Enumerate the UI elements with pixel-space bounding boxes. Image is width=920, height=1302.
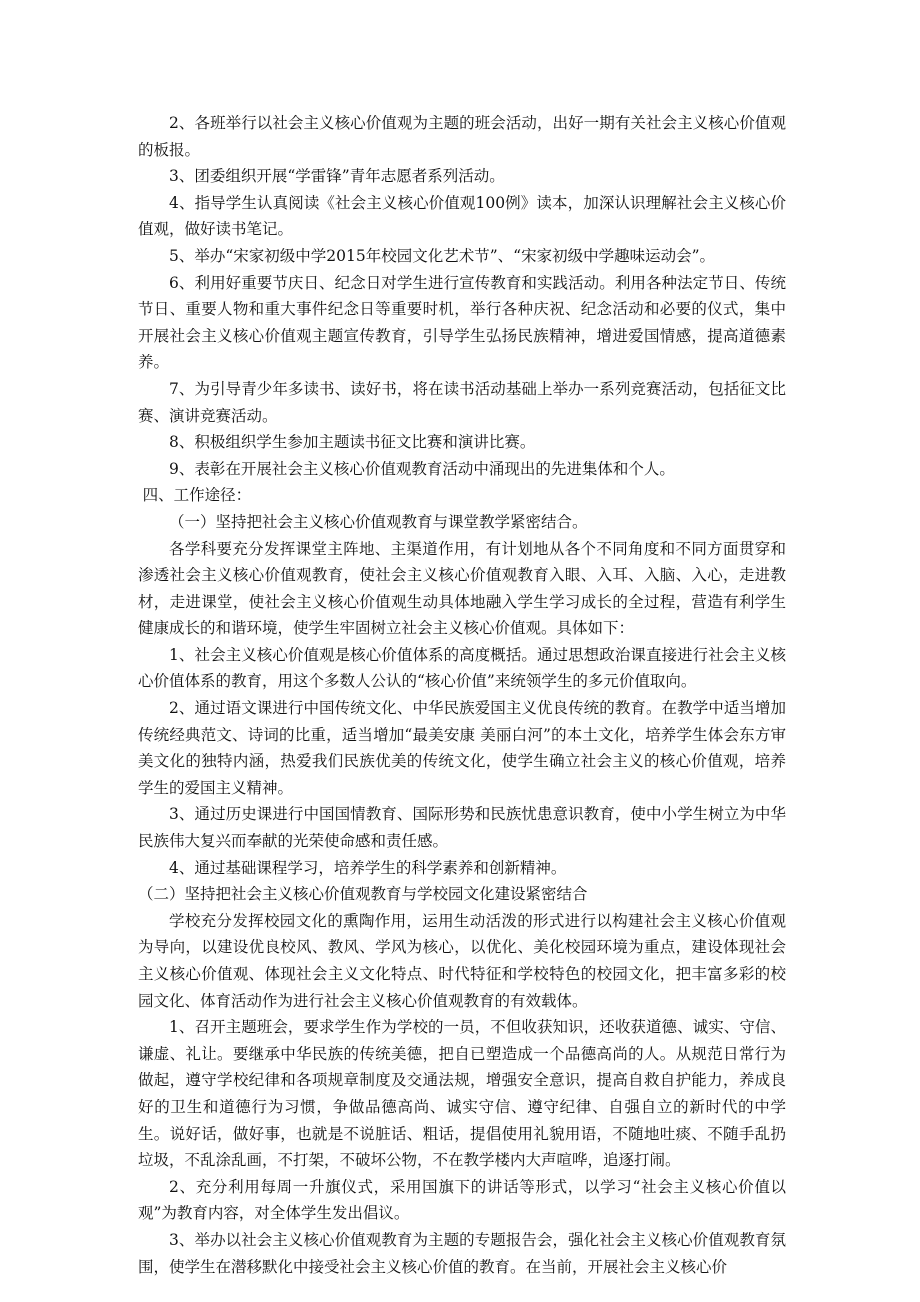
paragraph-item-9: 9、表彰在开展社会主义核心价值观教育活动中涌现出的先进集体和个人。 <box>169 459 675 478</box>
document-body <box>138 110 786 1280</box>
section-heading-work-approach: 四、工作途径： <box>142 486 252 505</box>
paragraph-item-2: 2、各班举行以社会主义核心价值观为主题的班会活动，出好一期有关社会主义核心价值观的板报。 <box>138 114 786 159</box>
paragraph-item-5: 5、举办“宋家初级中学2015年校园文化艺术节”、“宋家初级中学趣味运动会”。 <box>169 246 716 265</box>
paragraph-classroom-3: 3、通过历史课进行中国国情教育、国际形势和民族忧患意识教育，使中小学生树立为中华民族伟大复兴而奉献的光荣使命感和责任感。 <box>138 805 786 851</box>
paragraph-campus-intro: 学校充分发挥校园文化的熏陶作用，运用生动活泼的形式进行以构建社会主义核心价值观为导向，以建设优良校风、教风、学风为核心，以优化、美化校园环境为重点，建设体现社会主义核心价值观、体现社会主义文化特点、时代特征和学校特色的校园文化，把丰富多彩的校园文化、体育活动作为进行社会主义核心价值观教育的有效载体。 <box>138 911 786 1010</box>
paragraph-campus-2: 2、充分利用每周一升旗仪式，采用国旗下的讲话等形式，以学习“社会主义核心价值以观”为教育内容，对全体学生发出倡议。 <box>138 1177 786 1223</box>
paragraph-classroom-2: 2、通过语文课进行中国传统文化、中华民族爱国主义优良传统的教育。在教学中适当增加传统经典范文、诗词的比重，适当增加“最美安康 美丽白河”的本土文化，培养学生体会东方审美文化的独特内涵，热爱我们民族优美的传统文化，使学生确立社会主义的核心价值观，培养学生的爱国主义精神。 <box>138 699 786 797</box>
paragraph-item-8: 8、积极组织学生参加主题读书征文比赛和演讲比赛。 <box>169 433 536 452</box>
paragraph-classroom-1: 1、社会主义核心价值观是核心价值体系的高度概括。通过思想政治课直接进行社会主义核心价值体系的教育，用这个多数人公认的“核心价值”来统领学生的多元价值取向。 <box>138 645 786 691</box>
paragraph-classroom-intro: 各学科要充分发挥课堂主阵地、主渠道作用，有计划地从各个不同角度和不同方面贯穿和渗透社会主义核心价值观教育，使社会主义核心价值观教育入眼、入耳、入脑、入心，走进教材，走进课堂，使社会主义核心价值观生动具体地融入学生学习成长的全过程，营造有利学生健康成长的和谐环境，使学生牢固树立社会主义核心价值观。具体如下： <box>138 539 786 638</box>
paragraph-campus-1: 1、召开主题班会，要求学生作为学校的一员，不但收获知识，还收获道德、诚实、守信、谦虚、礼让。要继承中华民族的传统美德，把自已塑造成一个品德高尚的人。从规范日常行为做起，遵守学校纪律和各项规章制度及交通法规，增强安全意识，提高自救自护能力，养成良好的卫生和道德行为习惯，争做品德高尚、诚实守信、遵守纪律、自强自立的新时代的中学生。说好话，做好事，也就是不说脏话、粗话，提倡使用礼貌用语，不随地吐痰、不随手乱扔垃圾，不乱涂乱画，不打架，不破坏公物，不在教学楼内大声喧哗，追逐打闹。 <box>138 1018 786 1170</box>
subsection-heading-classroom: （一）坚持把社会主义核心价值观教育与课堂教学紧密结合。 <box>169 512 588 531</box>
subsection-heading-campus-culture: （二）坚持把社会主义核心价值观教育与学校园文化建设紧密结合 <box>138 885 588 904</box>
paragraph-classroom-4: 4、通过基础课程学习，培养学生的科学素养和创新精神。 <box>169 858 567 877</box>
paragraph-item-3: 3、团委组织开展“学雷锋”青年志愿者系列活动。 <box>169 167 505 186</box>
paragraph-campus-3: 3、举办以社会主义核心价值观教育为主题的专题报告会，强化社会主义核心价值观教育氛围，使学生在潜移默化中接受社会主义核心价值的教育。在当前，开展社会主义核心价 <box>138 1230 786 1276</box>
paragraph-item-4: 4、指导学生认真阅读《社会主义核心价值观100例》读本，加深认识理解社会主义核心价值观，做好读书笔记。 <box>138 193 786 239</box>
paragraph-item-7: 7、为引导青少年多读书、读好书，将在读书活动基础上举办一系列竞赛活动，包括征文比赛、演讲竞赛活动。 <box>138 379 786 425</box>
paragraph-item-6: 6、利用好重要节庆日、纪念日对学生进行宣传教育和实践活动。利用各种法定节日、传统节日、重要人物和重大事件纪念日等重要时机，举行各种庆祝、纪念活动和必要的仪式，集中开展社会主义核心价值观主题宣传教育，引导学生弘扬民族精神，增进爱国情感，提高道德素养。 <box>138 273 786 372</box>
